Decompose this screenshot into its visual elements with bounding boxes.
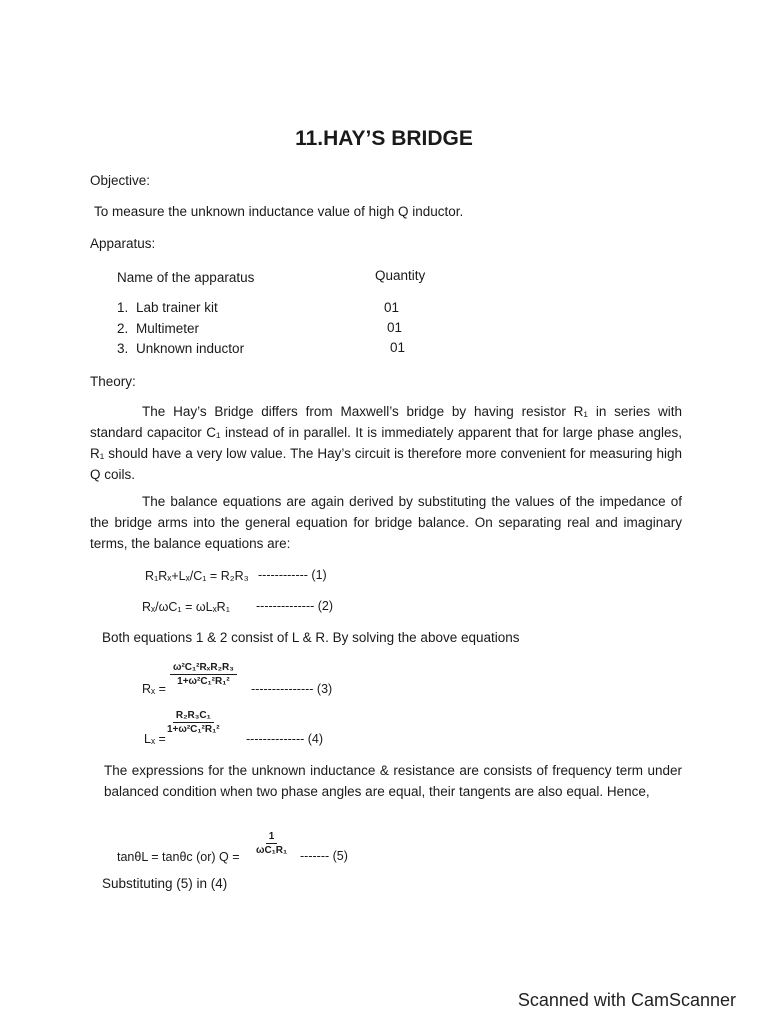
equation-5-lhs: tanθL = tanθc (or) Q =: [117, 850, 240, 864]
theory-heading: Theory:: [90, 374, 136, 389]
equation-3-numerator: ω²C₁²RₓR₂R₃: [170, 662, 237, 675]
apparatus-item-name: Multimeter: [136, 321, 200, 336]
theory-paragraph-2: [90, 491, 682, 554]
objective-heading: Objective:: [90, 173, 151, 188]
apparatus-item-num: 3.: [117, 341, 129, 356]
theory-paragraph-1-text: The Hay’s Bridge differs from Maxwell’s bridge by having resistor R₁ in series with standard capacitor C₁ instead of in parallel. It is immediately apparent that for large phase angles, R₁ should have a very low value. The Hay’s circuit is therefore more convenient for measuring high Q coils.: [90, 404, 682, 482]
apparatus-col-qty: Quantity: [375, 268, 426, 283]
apparatus-item-qty: 01: [390, 340, 406, 355]
equation-5-tag: ------- (5): [300, 849, 348, 863]
equation-1: R₁Rₓ+Lₓ/C₁ = R₂R₃: [145, 569, 249, 583]
equation-5-numerator: 1: [266, 831, 278, 844]
apparatus-item-num: 2.: [117, 321, 129, 336]
theory-paragraph-3: [104, 760, 682, 802]
apparatus-item-qty: 01: [384, 300, 400, 315]
equation-5-fraction: [253, 831, 290, 856]
substituting-text: Substituting (5) in (4): [102, 876, 228, 891]
apparatus-item-name: Unknown inductor: [136, 341, 245, 356]
equation-5-denominator: ωC₁R₁: [256, 845, 288, 856]
equation-3-tag: --------------- (3): [251, 682, 333, 696]
apparatus-item-qty: 01: [387, 320, 403, 335]
equation-2: Rₓ/ωC₁ = ωLₓR₁: [142, 600, 230, 614]
solve-text: Both equations 1 & 2 consist of L & R. By solving the above equations: [102, 630, 520, 645]
apparatus-col-name: Name of the apparatus: [117, 270, 255, 285]
equation-4-fraction: [164, 710, 223, 735]
theory-paragraph-2-text: The balance equations are again derived by substituting the values of the impedance of the bridge arms into the general equation for bridge balance. On separating real and imaginary terms, the balance equations are:: [90, 494, 682, 551]
equation-4-lhs: Lₓ =: [144, 732, 166, 746]
equation-3-denominator: 1+ω²C₁²R₁²: [177, 676, 230, 687]
equation-2-tag: -------------- (2): [256, 599, 334, 613]
apparatus-item-num: 1.: [117, 300, 129, 315]
apparatus-item-name: Lab trainer kit: [136, 300, 218, 315]
equation-3-fraction: [170, 662, 237, 687]
theory-paragraph-1: [90, 401, 682, 485]
equation-1-tag: ------------ (1): [258, 568, 327, 582]
equation-4-denominator: 1+ω²C₁²R₁²: [167, 724, 220, 735]
equation-4-numerator: R₂R₃C₁: [173, 710, 214, 723]
theory-paragraph-3-text: The expressions for the unknown inductance & resistance are consists of frequency term under balanced condition when two phase angles are equal, their tangents are also equal. Hence,: [104, 763, 682, 799]
objective-text: To measure the unknown inductance value of high Q inductor.: [94, 204, 464, 219]
scanner-watermark: Scanned with CamScanner: [517, 990, 736, 1010]
equation-3-lhs: Rₓ =: [142, 682, 166, 696]
equation-4-tag: -------------- (4): [246, 732, 324, 746]
apparatus-heading: Apparatus:: [90, 236, 156, 251]
page-title: 11.HAY’S BRIDGE: [295, 127, 473, 150]
